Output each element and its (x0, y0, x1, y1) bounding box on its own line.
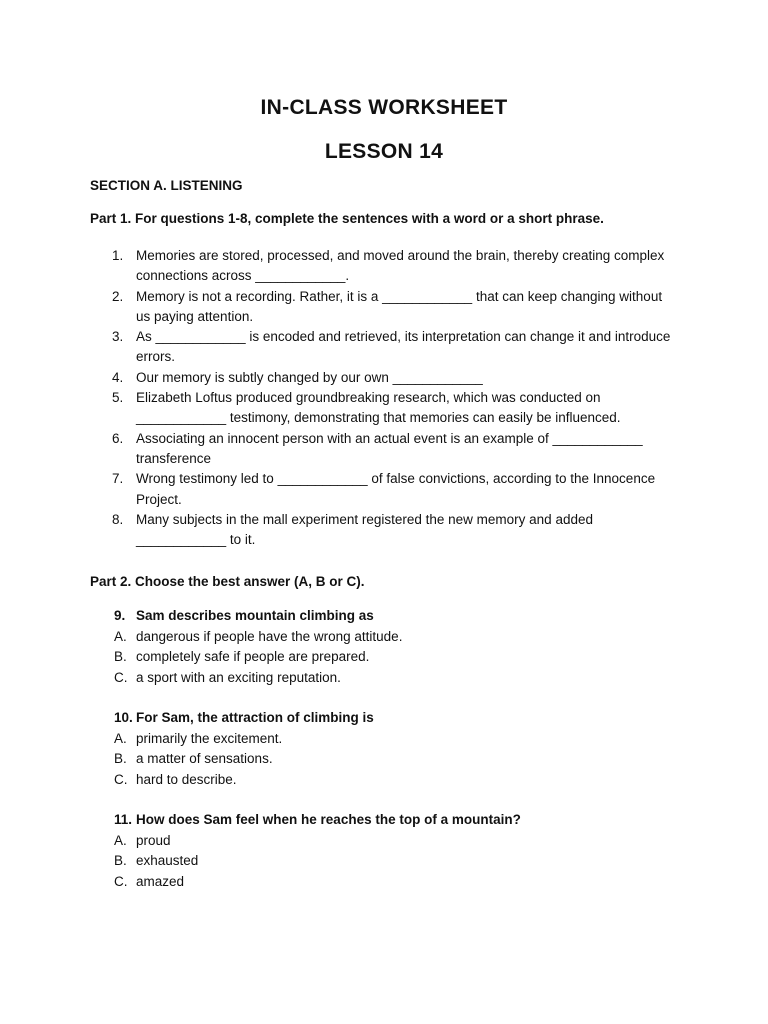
option-text: exhausted (136, 853, 199, 868)
answer-option (90, 729, 680, 750)
option-letter: C. (114, 771, 128, 787)
item-text: Memories are stored, processed, and moved around the brain, thereby creating complex connections across ____________. (136, 248, 665, 284)
option-text: hard to describe. (136, 771, 237, 787)
part1-list (90, 246, 680, 550)
item-text: Wrong testimony led to ____________ of false convictions, according to the Innocence Project. (136, 471, 656, 507)
section-a-heading: SECTION A. LISTENING (90, 178, 243, 193)
item-number: 4. (112, 369, 124, 385)
question-number: 9. (114, 608, 126, 623)
item-number: 8. (112, 511, 124, 527)
answer-option (90, 647, 680, 668)
question-9 (90, 606, 680, 688)
option-text: amazed (136, 873, 185, 889)
answer-option (90, 831, 680, 852)
option-text: dangerous if people have the wrong attitude. (136, 628, 403, 644)
list-item (90, 327, 680, 368)
item-number: 7. (112, 471, 124, 487)
question-11 (90, 810, 680, 892)
part1-heading: Part 1. For questions 1-8, complete the sentences with a word or a short phrase. (90, 211, 604, 226)
item-number: 5. (112, 390, 124, 406)
answer-option (90, 872, 680, 893)
option-text: completely safe if people are prepared. (136, 649, 370, 664)
option-letter: A. (114, 832, 127, 848)
list-item (90, 429, 680, 470)
question-number: 10. (114, 710, 133, 725)
list-item (90, 246, 680, 287)
item-text: Memory is not a recording. Rather, it is a ____________ that can keep changing without us paying attention. (136, 288, 663, 324)
question-text: For Sam, the attraction of climbing is (136, 710, 374, 725)
option-text: primarily the excitement. (136, 730, 283, 746)
option-letter: B. (114, 853, 127, 868)
list-item (90, 510, 680, 551)
question-10 (90, 708, 680, 790)
option-letter: A. (114, 628, 127, 644)
item-text: As ____________ is encoded and retrieved, its interpretation can change it and introduce errors. (136, 329, 671, 365)
answer-option (90, 668, 680, 689)
question-text: How does Sam feel when he reaches the top of a mountain? (136, 812, 521, 827)
question-number: 11. (114, 812, 133, 827)
lesson-title: LESSON 14 (324, 140, 444, 163)
list-item (90, 368, 680, 388)
item-number: 6. (112, 430, 124, 446)
question-stem (90, 708, 680, 729)
answer-option (90, 851, 680, 872)
worksheet-title: IN-CLASS WORKSHEET (260, 96, 508, 119)
option-letter: C. (114, 669, 128, 685)
answer-option (90, 749, 680, 770)
list-item (90, 388, 680, 429)
question-text: Sam describes mountain climbing as (136, 608, 374, 623)
question-stem (90, 606, 680, 627)
list-item (90, 287, 680, 328)
answer-option (90, 627, 680, 648)
item-text: Our memory is subtly changed by our own ____________ (136, 369, 483, 385)
question-stem (90, 810, 680, 831)
list-item (90, 469, 680, 510)
item-number: 2. (112, 288, 124, 304)
item-number: 3. (112, 329, 124, 345)
option-text: a matter of sensations. (136, 751, 273, 766)
item-text: Elizabeth Loftus produced groundbreaking research, which was conducted on ____________ testimony, demonstrating that memories can easily be influenced. (136, 390, 621, 426)
item-number: 1. (112, 248, 124, 263)
option-text: proud (136, 832, 171, 848)
option-text: a sport with an exciting reputation. (136, 669, 341, 685)
item-text: Associating an innocent person with an actual event is an example of ____________ transference (136, 430, 643, 466)
option-letter: C. (114, 873, 128, 889)
option-letter: B. (114, 649, 127, 664)
part2-heading: Part 2. Choose the best answer (A, B or C). (90, 574, 365, 589)
answer-option (90, 770, 680, 791)
option-letter: A. (114, 730, 127, 746)
item-text: Many subjects in the mall experiment registered the new memory and added ____________ to it. (136, 511, 593, 548)
option-letter: B. (114, 751, 127, 766)
